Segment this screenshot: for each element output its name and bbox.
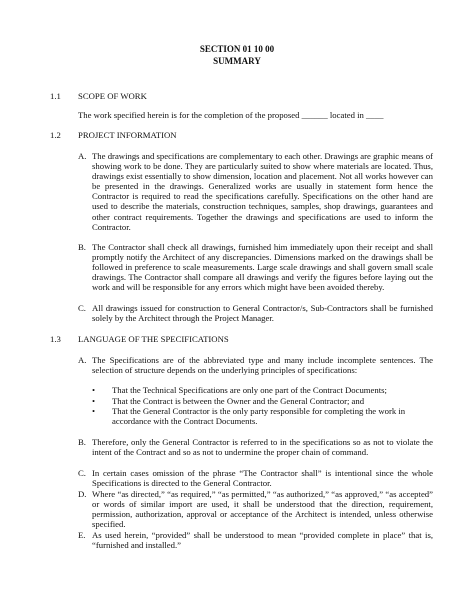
heading-text: PROJECT INFORMATION: [78, 130, 177, 140]
item-label: A.: [78, 151, 87, 161]
list-item: [92, 385, 433, 395]
section-number-title: SECTION 01 10 00: [199, 44, 275, 54]
language-item-c: [78, 468, 433, 488]
item-text: In certain cases omission of the phrase “The Contractor shall” is intentional since the whole Specifications is directed to the General Contractor.: [92, 468, 433, 489]
item-text: Therefore, only the General Contractor is referred to in the specifications so as not to violate the intent of the Contract and so as not to undermine the proper chain of command.: [92, 437, 433, 458]
project-info-item-b: [78, 242, 433, 292]
item-text: The drawings and specifications are complementary to each other. Drawings are graphic means of showing work to be done. They are particularly suited to show where materials are located. Thus, drawings exist essentially to show dimension, location and placement. Not all works however can be presented in the drawings. Generalized works are usually in statement form hence the Contractor is required to read the specifications carefully. Specifications on the other hand are used to describe the materials, construction techniques, samples, shop drawings, guarantees and other contract requirements. Together the drawings and specifications are used to inform the Contractor.: [92, 151, 433, 232]
project-info-item-c: [78, 303, 433, 323]
heading-number: 1.2: [50, 130, 61, 140]
list-item: [92, 406, 433, 426]
heading-language-of-specifications: [50, 334, 229, 344]
heading-project-information: [50, 130, 177, 140]
item-text: The Contractor shall check all drawings, furnished him immediately upon their receipt and shall promptly notify the Architect of any discrepancies. Dimensions marked on the drawings shall be followed in preference to scale measurements. Large scale drawings and shall govern small scale drawings. The Contractor shall compare all drawings and verify the figures before laying out the work and will be responsible for any errors which might have been avoided thereby.: [92, 242, 433, 293]
bullet-icon: •: [92, 385, 96, 395]
item-text: Where “as directed,” “as required,” “as permitted,” “as authorized,” “as approved,” “as accepted” or words of similar import are used, it shall be understood that the direction, requirement, permission, authorization, approval or acceptance of the Architect is intended, unless otherwise specified.: [92, 489, 433, 530]
item-label: B.: [78, 242, 86, 252]
heading-text: LANGUAGE OF THE SPECIFICATIONS: [78, 334, 229, 344]
list-item: [92, 396, 433, 406]
language-item-e: [78, 530, 433, 550]
bullet-text: That the General Contractor is the only party responsible for completing the work in accordance with the Contract Documents.: [112, 406, 406, 427]
item-label: B.: [78, 437, 86, 447]
heading-number: 1.1: [50, 91, 61, 101]
item-label: A.: [78, 355, 87, 365]
bullet-text: That the Contract is between the Owner and the General Contractor; and: [112, 395, 365, 406]
item-label: E.: [78, 530, 86, 540]
language-item-b: [78, 437, 433, 457]
principles-bullet-list: [92, 385, 433, 427]
bullet-icon: •: [92, 395, 96, 406]
heading-number: 1.3: [50, 334, 61, 344]
item-label: C.: [78, 303, 86, 313]
item-text: The Specifications are of the abbreviated type and many include incomplete sentences. The selection of structure depends on the underlying principles of specifications:: [92, 355, 433, 376]
item-label: C.: [78, 468, 86, 478]
item-label: D.: [78, 489, 87, 499]
bullet-icon: •: [92, 406, 96, 417]
language-item-d: [78, 489, 433, 529]
project-info-item-a: [78, 151, 433, 232]
item-text: As used herein, “provided” shall be understood to mean “provided complete in place” that is, “furnished and installed.”: [92, 530, 433, 551]
language-item-a: [78, 355, 433, 375]
section-title: SUMMARY: [213, 56, 261, 66]
heading-scope-of-work: [50, 91, 147, 101]
item-text: All drawings issued for construction to General Contractor/s, Sub-Contractors shall be furnished solely by the Architect through the Project Manager.: [92, 303, 433, 324]
bullet-text: That the Technical Specifications are only one part of the Contract Documents;: [112, 385, 387, 395]
scope-of-work-paragraph: The work specified herein is for the completion of the proposed ______ located in ____: [78, 110, 384, 120]
heading-text: SCOPE OF WORK: [78, 91, 147, 101]
